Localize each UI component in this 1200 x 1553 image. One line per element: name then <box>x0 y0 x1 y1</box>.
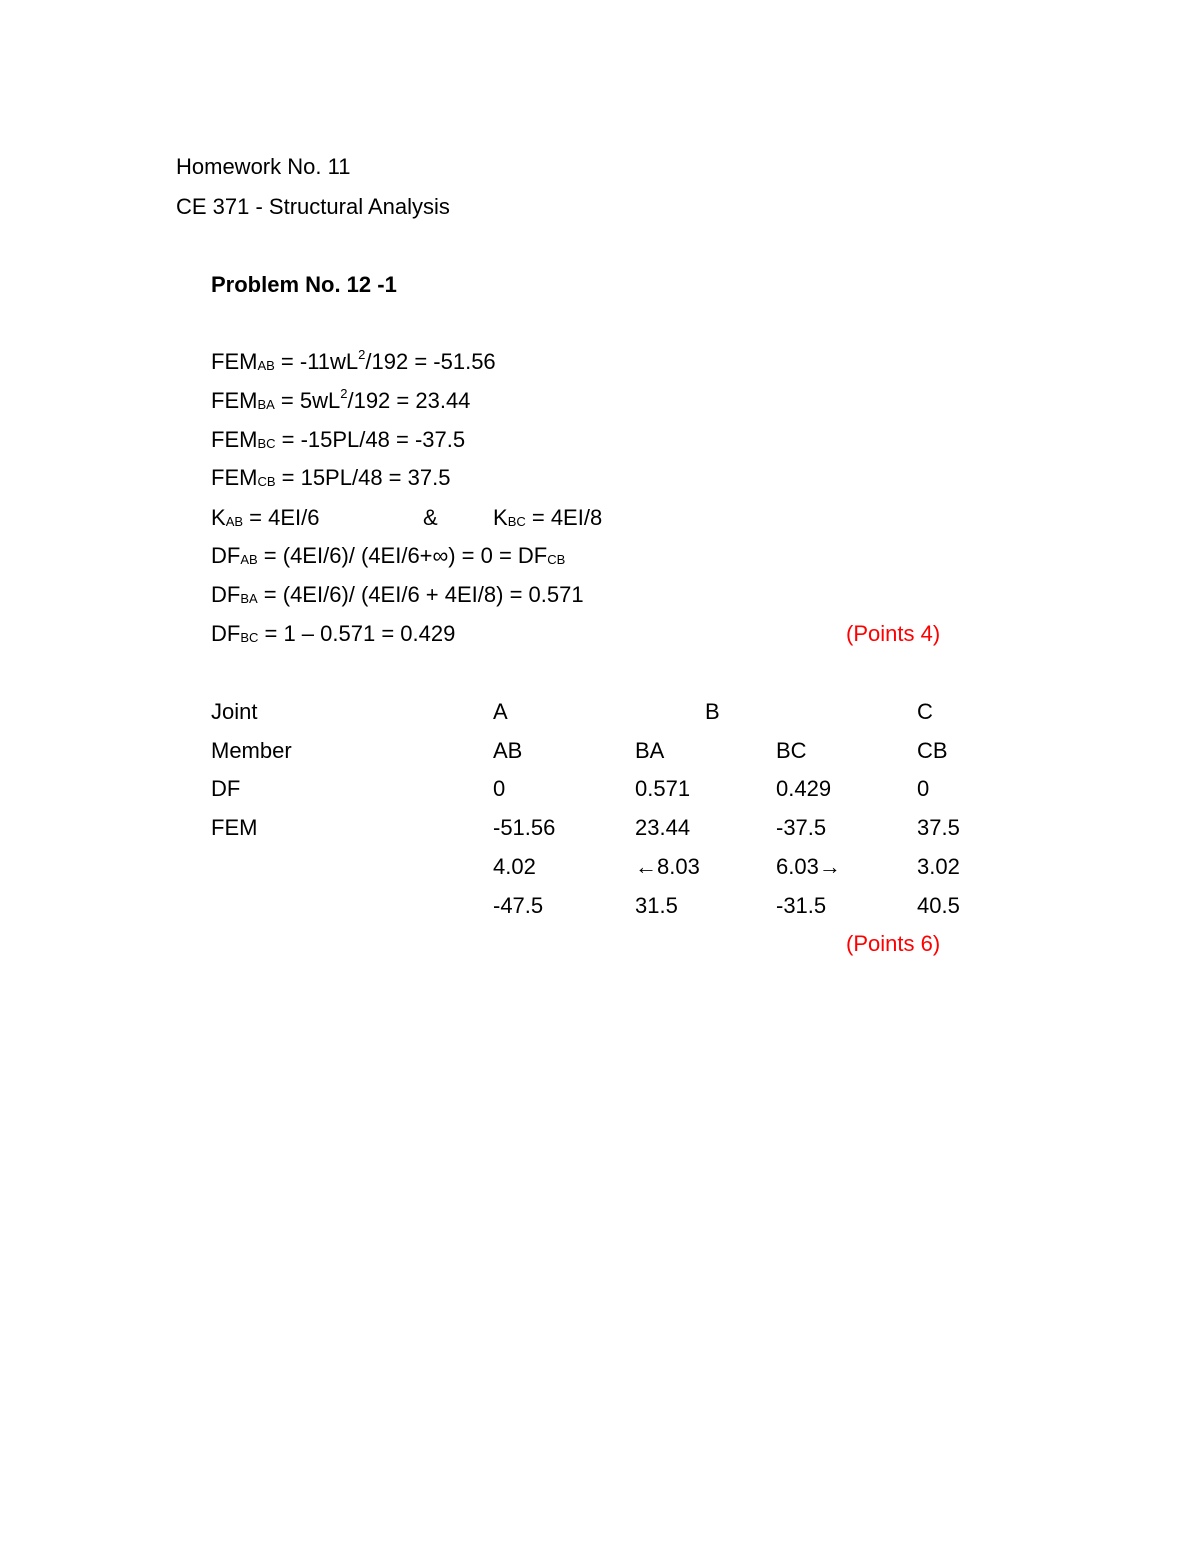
table-cell: 23.44 <box>635 815 691 840</box>
table-cell: 0 <box>917 776 930 801</box>
points-label-2: (Points 6) <box>846 931 941 956</box>
k-ab <box>211 505 319 530</box>
table-cell: 31.5 <box>635 893 678 918</box>
eq-rhs: = 4EI/6 <box>243 505 320 530</box>
eq-rhs: = 15PL/48 = 37.5 <box>275 465 451 490</box>
eq-lhs: DF <box>211 582 241 607</box>
eq-subscript: BC <box>240 630 259 645</box>
table-cell: 40.5 <box>917 893 960 918</box>
table-cell: -51.56 <box>493 815 556 840</box>
eq-lhs: DF <box>211 543 241 568</box>
equation-fem-ab <box>211 347 496 374</box>
k-bc <box>493 507 602 529</box>
course-title: CE 371 - Structural Analysis <box>176 194 450 219</box>
eq-lhs: FEM <box>211 349 258 374</box>
equation-df-bc <box>211 623 455 645</box>
eq-subscript: BA <box>257 397 275 412</box>
eq-subscript: BA <box>240 591 258 606</box>
table-cell: -37.5 <box>776 815 827 840</box>
table-cell: AB <box>493 738 523 763</box>
eq-rhs: = (4EI/6)/ (4EI/6 + 4EI/8) = 0.571 <box>257 582 584 607</box>
table-cell: 0 <box>493 776 506 801</box>
eq-subscript-2: CB <box>547 552 566 567</box>
table-cell: BA <box>635 738 665 763</box>
table-row-label-member: Member <box>211 738 292 763</box>
ampersand: & <box>423 505 438 530</box>
table-cell: BC <box>776 738 807 763</box>
table-row-label-fem: FEM <box>211 815 258 840</box>
eq-subscript: BC <box>507 514 526 529</box>
eq-subscript: AB <box>240 552 258 567</box>
table-cell: CB <box>917 738 948 763</box>
joint-a: A <box>493 699 508 724</box>
problem-title: Problem No. 12 -1 <box>211 272 397 297</box>
homework-title: Homework No. 11 <box>176 154 351 179</box>
table-cell: 6.03→ <box>776 854 841 879</box>
eq-superscript: 2 <box>340 386 348 401</box>
eq-lhs: FEM <box>211 388 258 413</box>
eq-rhs-pre: = -11wL <box>274 349 359 374</box>
table-cell: 37.5 <box>917 815 960 840</box>
equation-fem-ba <box>211 386 471 413</box>
table-cell: 4.02 <box>493 854 536 879</box>
eq-subscript: BC <box>257 436 276 451</box>
equation-stiffness <box>211 507 811 529</box>
joint-c: C <box>917 699 933 724</box>
table-row-label-joint: Joint <box>211 699 258 724</box>
equation-df-ba <box>211 584 584 606</box>
eq-rhs: = -15PL/48 = -37.5 <box>275 427 466 452</box>
joint-b: B <box>705 699 720 724</box>
eq-lhs: K <box>493 505 508 530</box>
eq-lhs: FEM <box>211 465 258 490</box>
table-cell: 3.02 <box>917 854 960 879</box>
eq-lhs: FEM <box>211 427 258 452</box>
eq-lhs: DF <box>211 621 241 646</box>
table-cell: -31.5 <box>776 893 827 918</box>
points-label-1: (Points 4) <box>846 621 941 646</box>
eq-rhs-post: /192 = -51.56 <box>365 349 496 374</box>
eq-lhs: K <box>211 505 226 530</box>
eq-rhs: = 1 – 0.571 = 0.429 <box>258 621 456 646</box>
eq-subscript: AB <box>257 358 275 373</box>
equation-df-ab <box>211 545 565 567</box>
eq-rhs-post: /192 = 23.44 <box>347 388 471 413</box>
eq-subscript: AB <box>225 514 244 529</box>
table-cell: ←8.03 <box>635 854 700 879</box>
equation-fem-bc <box>211 429 465 451</box>
table-cell: 0.429 <box>776 776 832 801</box>
table-cell: -47.5 <box>493 893 544 918</box>
eq-subscript: CB <box>257 474 276 489</box>
table-cell: 0.571 <box>635 776 691 801</box>
eq-rhs: = 4EI/8 <box>525 505 603 530</box>
eq-rhs-pre: = 5wL <box>274 388 341 413</box>
table-row-label-df: DF <box>211 776 241 801</box>
equation-fem-cb <box>211 467 450 489</box>
eq-superscript: 2 <box>358 347 366 362</box>
eq-rhs: = (4EI/6)/ (4EI/6+∞) = 0 = DF <box>257 543 548 568</box>
